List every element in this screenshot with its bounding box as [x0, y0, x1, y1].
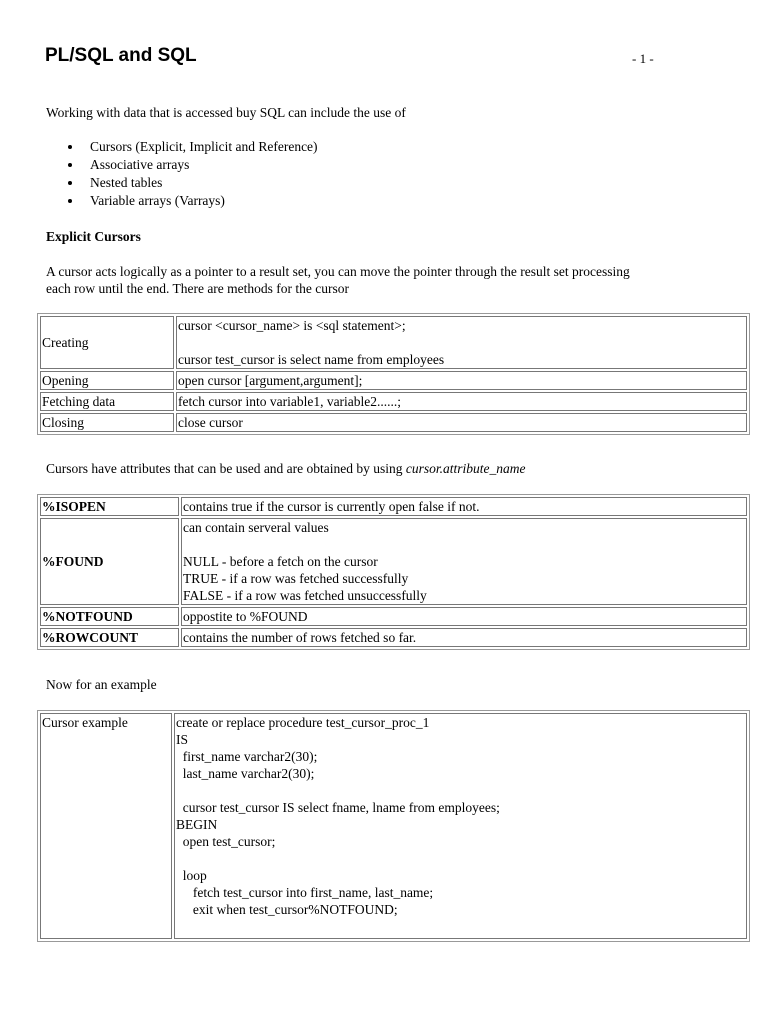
- attributes-intro: [46, 460, 526, 477]
- syntax-line: cursor <cursor_name> is <sql statement>;: [178, 318, 406, 333]
- description-line: NULL - before a fetch on the cursor: [183, 554, 378, 569]
- method-cell: Fetching data: [40, 392, 174, 411]
- intro-paragraph: Working with data that is accessed buy SQL can include the use of: [46, 105, 406, 120]
- syntax-cell: [176, 371, 747, 390]
- example-intro: Now for an example: [46, 677, 157, 692]
- list-item: Cursors (Explicit, Implicit and Reference): [46, 138, 318, 156]
- attributes-intro-text: Cursors have attributes that can be used and are obtained by using: [46, 461, 406, 476]
- attributes-intro-emphasis: cursor.attribute_name: [405, 461, 526, 476]
- attribute-cell: %FOUND: [40, 518, 179, 605]
- description-cell: [181, 497, 747, 516]
- description-cell: [181, 518, 747, 605]
- page-number: - 1 -: [632, 51, 654, 66]
- cursor-attributes-table: [37, 494, 750, 650]
- code-line: cursor test_cursor IS select fname, lname from employees;: [176, 800, 500, 815]
- table-row: [40, 316, 747, 369]
- table-row: [40, 392, 747, 411]
- attribute-cell: %NOTFOUND: [40, 607, 179, 626]
- example-label-cell: Cursor example: [40, 713, 172, 939]
- code-line: BEGIN: [176, 817, 218, 832]
- description-line: FALSE - if a row was fetched unsuccessfully: [183, 588, 427, 603]
- table-row: [40, 371, 747, 390]
- code-line: last_name varchar2(30);: [176, 766, 315, 781]
- code-line: first_name varchar2(30);: [176, 749, 318, 764]
- code-line: loop: [176, 868, 207, 883]
- list-item: Associative arrays: [46, 156, 318, 174]
- page-title: PL/SQL and SQL: [45, 45, 197, 66]
- cursor-example-table: [37, 710, 750, 942]
- syntax-line: [178, 334, 745, 351]
- attribute-cell: %ISOPEN: [40, 497, 179, 516]
- table-row: [40, 518, 747, 605]
- syntax-cell: [176, 413, 747, 432]
- syntax-line: open cursor [argument,argument];: [178, 373, 363, 388]
- description-line: contains the number of rows fetched so far.: [183, 630, 417, 645]
- syntax-cell: [176, 392, 747, 411]
- cursor-paragraph: [46, 263, 630, 297]
- code-line: exit when test_cursor%NOTFOUND;: [176, 902, 398, 917]
- description-cell: [181, 607, 747, 626]
- description-line: oppostite to %FOUND: [183, 609, 308, 624]
- code-line: open test_cursor;: [176, 834, 276, 849]
- code-line: create or replace procedure test_cursor_proc_1: [176, 715, 430, 730]
- cursor-methods-table: [37, 313, 750, 435]
- list-item: Variable arrays (Varrays): [46, 192, 318, 210]
- example-code-cell: [174, 713, 747, 939]
- code-line: [176, 850, 745, 867]
- section-heading: Explicit Cursors: [46, 229, 141, 244]
- table-row: [40, 628, 747, 647]
- code-line: fetch test_cursor into first_name, last_name;: [176, 885, 434, 900]
- syntax-cell: [176, 316, 747, 369]
- data-types-list: [46, 138, 318, 210]
- syntax-line: close cursor: [178, 415, 243, 430]
- description-line: can contain serveral values: [183, 520, 329, 535]
- table-row: [40, 713, 747, 939]
- list-item: Nested tables: [46, 174, 318, 192]
- method-cell: Closing: [40, 413, 174, 432]
- cursor-paragraph-line: each row until the end. There are methods for the cursor: [46, 281, 350, 296]
- method-cell: Creating: [40, 316, 174, 369]
- attribute-cell: %ROWCOUNT: [40, 628, 179, 647]
- table-row: [40, 413, 747, 432]
- syntax-line: fetch cursor into variable1, variable2......;: [178, 394, 402, 409]
- description-line: [183, 536, 745, 553]
- description-line: TRUE - if a row was fetched successfully: [183, 571, 409, 586]
- description-line: contains true if the cursor is currently open false if not.: [183, 499, 480, 514]
- description-cell: [181, 628, 747, 647]
- syntax-line: cursor test_cursor is select name from employees: [178, 352, 445, 367]
- table-row: [40, 497, 747, 516]
- code-line: IS: [176, 732, 189, 747]
- table-row: [40, 607, 747, 626]
- cursor-paragraph-line: A cursor acts logically as a pointer to a result set, you can move the pointer through the result set processing: [46, 264, 630, 279]
- method-cell: Opening: [40, 371, 174, 390]
- code-line: [176, 782, 745, 799]
